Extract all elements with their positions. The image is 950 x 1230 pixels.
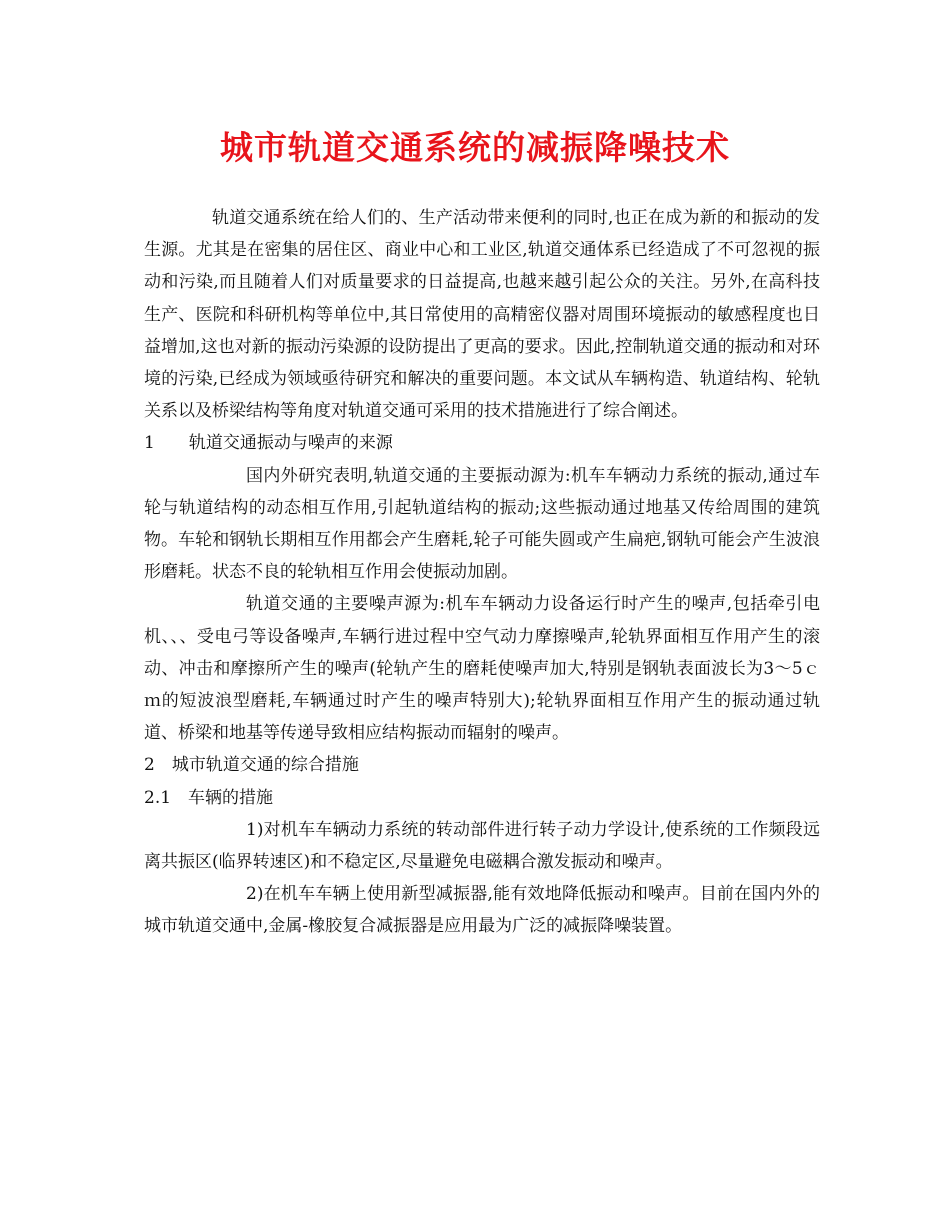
subsection-heading-2-1: 2.1 车辆的措施 [144,787,274,808]
intro-paragraph: 轨道交通系统在给人们的、生产活动带来便利的同时,也正在成为新的和振动的发生源。尤其是在密集的居住区、商业中心和工业区,轨道交通体系已经造成了不可忽视的振动和污染,而且随着人们对质量要求的日益提高,也越来越引起公众的关注。另外,在高科技生产、医院和科研机构等单位中,其日常使用的高精密仪器对周围环境振动的敏感程度也日益增加,这也对新的振动污染源的设防提出了更高的要求。因此,控制轨道交通的振动和对环境的污染,已经成为领域亟待研究和解决的重要问题。本文试从车辆构造、轨道结构、轮轨关系以及桥梁结构等角度对轨道交通可采用的技术措施进行了综合阐述。 [144,208,820,422]
section-heading-1: 1 轨道交通振动与噪声的来源 [144,433,393,454]
document-title: 城市轨道交通系统的减振降噪技术 [220,128,730,167]
noise-source-paragraph: 轨道交通的主要噪声源为:机车车辆动力设备运行时产生的噪声,包括牵引电机、、、受电弓等设备噪声,车辆行进过程中空气动力摩擦噪声,轮轨界面相互作用产生的滚动、冲击和摩擦所产生的噪声(轮轨产生的磨耗使噪声加大,特别是钢轨表面波长为3～5ｃｍ的短波浪型磨耗,车辆通过时产生的噪声特别大);轮轨界面相互作用产生的振动通过轨道、桥梁和地基等传递导致相应结构振动而辐射的噪声。 [144,594,820,744]
vibration-source-paragraph: 国内外研究表明,轨道交通的主要振动源为:机车车辆动力系统的振动,通过车轮与轨道结构的动态相互作用,引起轨道结构的振动;这些振动通过地基又传给周围的建筑物。车轮和钢轨长期相互作用都会产生磨耗,轮子可能失圆或产生扁疤,钢轨可能会产生波浪形磨耗。状态不良的轮轨相互作用会使振动加剧。 [144,465,820,583]
measure-paragraph-1: 1)对机车车辆动力系统的转动部件进行转子动力学设计,使系统的工作频段远离共振区(临界转速区)和不稳定区,尽量避免电磁耦合激发振动和噪声。 [144,819,820,873]
measure-paragraph-2: 2)在机车车辆上使用新型减振器,能有效地降低振动和噪声。目前在国内外的城市轨道交通中,金属-橡胶复合减振器是应用最为广泛的减振降噪装置。 [144,884,820,937]
document-body [144,202,820,943]
section-heading-2: 2 城市轨道交通的综合措施 [144,755,359,776]
